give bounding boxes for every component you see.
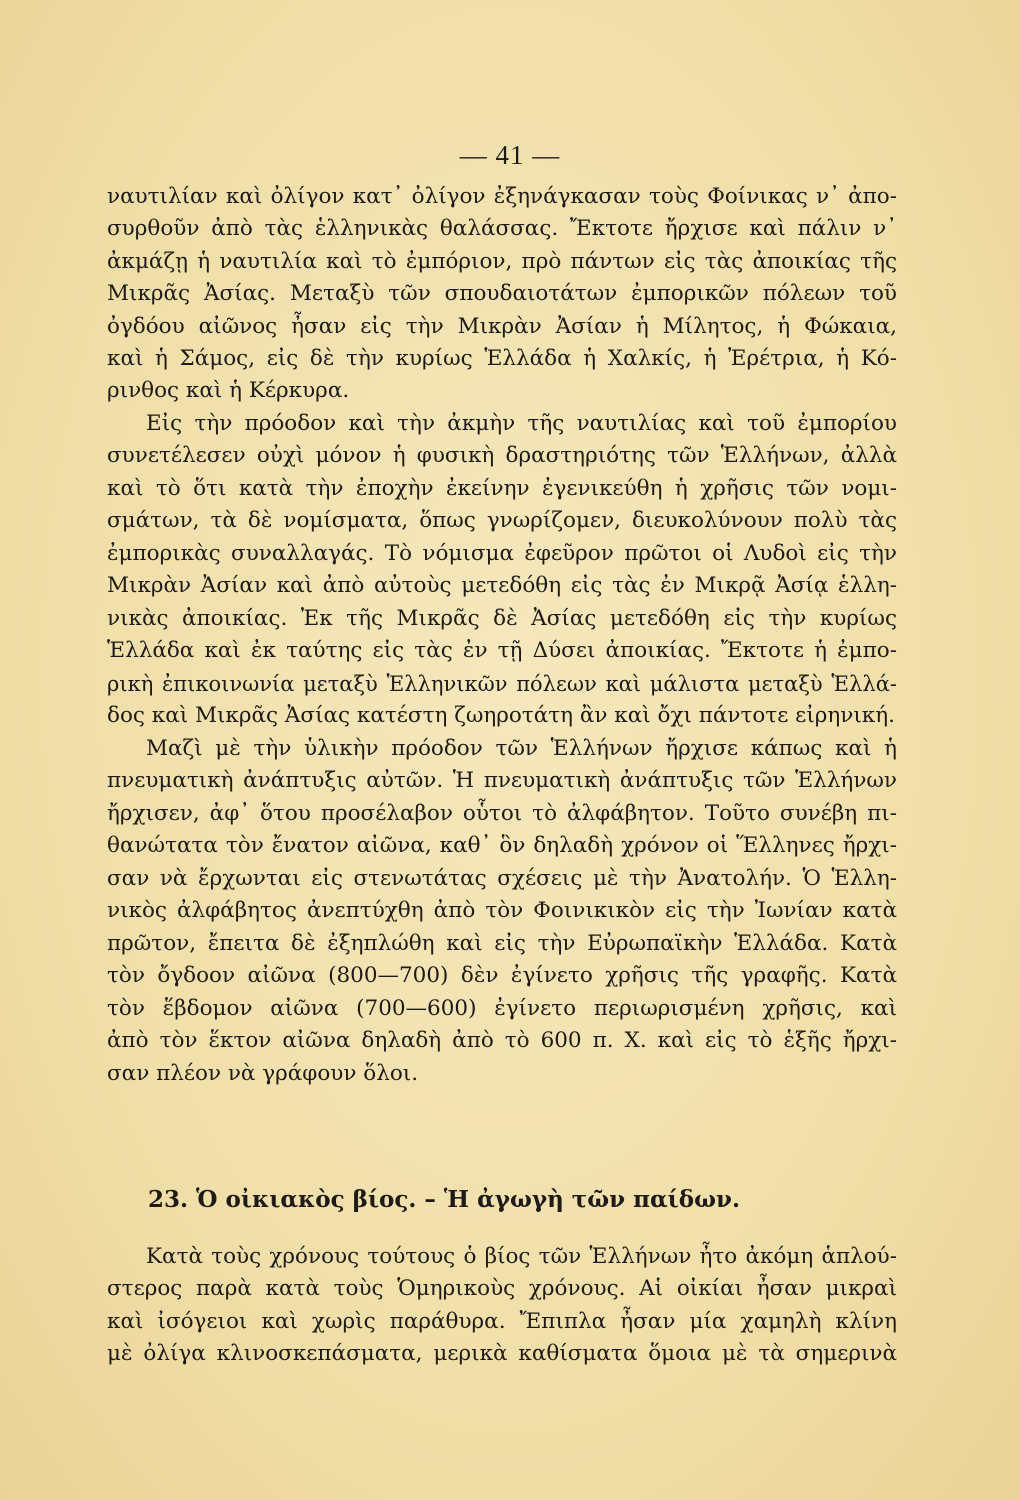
text-line: συνετέλεσεν οὐχὶ μόνον ἡ φυσικὴ δραστηριότης τῶν Ἑλλήνων, ἀλλὰ [107, 443, 897, 468]
text-line: Εἰς τὴν πρόοδον καὶ τὴν ἀκμὴν τῆς ναυτιλίας καὶ τοῦ ἐμπορίου [146, 411, 897, 436]
page-number: — 41 — [459, 140, 561, 170]
text-line: ἐμπορικὰς συναλλαγάς. Τὸ νόμισμα ἐφεῦρον πρῶτοι οἱ Λυδοὶ εἰς τὴν [107, 541, 897, 566]
text-line: Ἑλλάδα καὶ ἐκ ταύτης εἰς τὰς ἐν τῇ Δύσει ἀποικίας. Ἔκτοτε ἡ ἐμπο- [107, 638, 897, 663]
text-line: καὶ ἡ Σάμος, εἰς δὲ τὴν κυρίως Ἑλλάδα ἡ Χαλκίς, ἡ Ἐρέτρια, ἡ Κό- [107, 346, 897, 371]
text-line: σαν νὰ ἔρχωνται εἰς στενωτάτας σχέσεις μὲ τὴν Ἀνατολήν. Ὁ Ἑλλη- [107, 866, 897, 891]
text-line: ἀκμάζῃ ἡ ναυτιλία καὶ τὸ ἐμπόριον, πρὸ πάντων εἰς τὰς ἀποικίας τῆς [107, 249, 897, 274]
text-line: ὀγδόου αἰῶνος ἦσαν εἰς τὴν Μικρὰν Ἀσίαν ἡ Μίλητος, ἡ Φώκαια, [107, 314, 897, 339]
text-line: καὶ ἰσόγειοι καὶ χωρὶς παράθυρα. Ἔπιπλα ἦσαν μία χαμηλὴ κλίνη [107, 1309, 897, 1334]
text-line: θανώτατα τὸν ἔνατον αἰῶνα, καθ᾿ ὃν δηλαδὴ χρόνον οἱ Ἕλληνες ἤρχι- [107, 833, 897, 858]
text-line: Μαζὶ μὲ τὴν ὑλικὴν πρόοδον τῶν Ἑλλήνων ἤρχισε κάπως καὶ ἡ [146, 736, 897, 761]
text-line: ἤρχισεν, ἀφ᾿ ὅτου προσέλαβον οὗτοι τὸ ἀλφάβητον. Τοῦτο συνέβη πι- [107, 801, 897, 826]
text-line: νικὸς ἀλφάβητος ἀνεπτύχθη ἀπὸ τὸν Φοινικικὸν εἰς τὴν Ἰωνίαν κατὰ [107, 898, 897, 923]
text-line: ναυτιλίαν καὶ ὀλίγον κατ᾿ ὀλίγον ἐξηνάγκασαν τοὺς Φοίνικας ν᾿ ἀπο- [107, 184, 897, 209]
text-line: δος καὶ Μικρᾶς Ἀσίας κατέστη ζωηροτάτη ἂν καὶ ὄχι πάντοτε εἰρηνική. [107, 703, 895, 728]
text-line: ρινθος καὶ ἡ Κέρκυρα. [107, 378, 350, 403]
text-line: μὲ ὀλίγα κλινοσκεπάσματα, μερικὰ καθίσματα ὅμοια μὲ τὰ σημερινὰ [107, 1341, 897, 1366]
text-line: τὸν ἕβδομον αἰῶνα (700—600) ἐγίνετο περιωρισμένη χρῆσις, καὶ [107, 996, 897, 1021]
text-line: ρικὴ ἐπικοινωνία μεταξὺ Ἑλληνικῶν πόλεων καὶ μάλιστα μεταξὺ Ἑλλά- [107, 672, 897, 696]
text-line: Μικρᾶς Ἀσίας. Μεταξὺ τῶν σπουδαιοτάτων ἐμπορικῶν πόλεων τοῦ [107, 281, 897, 306]
text-line: σαν πλέον νὰ γράφουν ὅλοι. [107, 1061, 419, 1086]
text-line: νικὰς ἀποικίας. Ἐκ τῆς Μικρᾶς δὲ Ἀσίας μετεδόθη εἰς τὴν κυρίως [107, 606, 897, 631]
text-line: Κατὰ τοὺς χρόνους τούτους ὁ βίος τῶν Ἑλλήνων ἦτο ἀκόμη ἁπλού- [146, 1244, 897, 1269]
text-line: ἀπὸ τὸν ἕκτον αἰῶνα δηλαδὴ ἀπὸ τὸ 600 π. Χ. καὶ εἰς τὸ ἑξῆς ἤρχι- [107, 1028, 897, 1053]
text-line: στερος παρὰ κατὰ τοὺς Ὁμηρικοὺς χρόνους. Αἱ οἰκίαι ἦσαν μικραὶ [107, 1276, 897, 1301]
section-heading: 23. Ὁ οἰκιακὸς βίος. – Ἡ ἀγωγὴ τῶν παίδων. [148, 1186, 741, 1213]
text-line: Μικρὰν Ἀσίαν καὶ ἀπὸ αὐτοὺς μετεδόθη εἰς τὰς ἐν Μικρᾷ Ἀσίᾳ ἑλλη- [107, 573, 897, 598]
text-line: σμάτων, τὰ δὲ νομίσματα, ὅπως γνωρίζομεν, διευκολύνουν πολὺ τὰς [107, 508, 897, 533]
text-line: συρθοῦν ἀπὸ τὰς ἑλληνικὰς θαλάσσας. Ἔκτοτε ἤρχισε καὶ πάλιν ν᾿ [107, 216, 897, 241]
text-line: καὶ τὸ ὅτι κατὰ τὴν ἐποχὴν ἐκείνην ἐγενικεύθη ἡ χρῆσις τῶν νομι- [107, 476, 897, 501]
text-line: τὸν ὄγδοον αἰῶνα (800—700) δὲν ἐγίνετο χρῆσις τῆς γραφῆς. Κατὰ [107, 963, 897, 988]
text-line: πρῶτον, ἔπειτα δὲ ἐξηπλώθη καὶ εἰς τὴν Εὐρωπαϊκὴν Ἑλλάδα. Κατὰ [107, 931, 897, 956]
text-line: πνευματικὴ ἀνάπτυξις αὐτῶν. Ἡ πνευματικὴ ἀνάπτυξις τῶν Ἑλλήνων [107, 768, 897, 793]
